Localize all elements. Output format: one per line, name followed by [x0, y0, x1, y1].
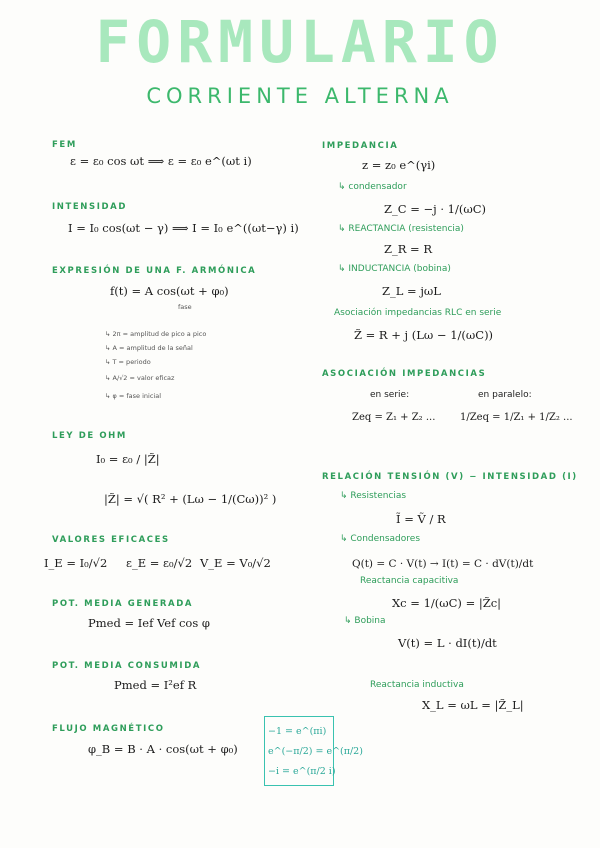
consumida-heading: POT. MEDIA CONSUMIDA — [52, 661, 202, 671]
flujo-formula: φ_B = B · A · cos(ωt + φ₀) — [88, 742, 238, 756]
ohm-formula-1: I₀ = ε₀ / |Z̃| — [96, 452, 160, 466]
impedancia-formula: z = z₀ e^(γi) — [362, 158, 436, 172]
armonica-formula: f(t) = A cos(ωt + φ₀) — [110, 284, 229, 298]
eficaces-formula-2: ε_E = ε₀/√2 — [126, 556, 193, 570]
page-title: FORMULARIO — [95, 8, 505, 76]
reactancia-capacitiva-label: Reactancia capacitiva — [360, 576, 459, 586]
eficaces-formula-3: V_E = V₀/√2 — [200, 556, 271, 570]
euler-line-3: −i = e^(π/2 i) — [268, 766, 336, 777]
asociacion-heading: ASOCIACIÓN IMPEDANCIAS — [322, 369, 487, 379]
condensador-label: ↳ condensador — [338, 182, 407, 192]
armonica-note-2: ↳ A = amplitud de la señal — [105, 344, 193, 352]
condensadores-label: ↳ Condensadores — [340, 534, 421, 544]
zl-formula: Z_L = jωL — [382, 284, 441, 298]
armonica-note-3: ↳ T = periodo — [105, 358, 151, 366]
paralelo-label: en paralelo: — [478, 390, 532, 400]
generada-formula: Pmed = Ief Vef cos φ — [88, 616, 210, 630]
rlc-label: Asociación impedancias RLC en serie — [334, 308, 502, 318]
zrlc-formula: Z̃ = R + j (Lω − 1/(ωC)) — [354, 328, 494, 342]
bobina-formula: V(t) = L · dI(t)/dt — [398, 636, 497, 650]
condensadores-formula: Q(t) = C · V(t) → I(t) = C · dV(t)/dt — [352, 558, 534, 570]
paralelo-formula: 1/Zeq = 1/Z₁ + 1/Z₂ ... — [460, 412, 573, 423]
intensidad-formula: I = I₀ cos(ωt − γ) ⟹ I = I₀ e^((ωt−γ) i) — [68, 221, 299, 235]
inductancia-label: ↳ INDUCTANCIA (bobina) — [338, 264, 451, 274]
serie-formula: Zeq = Z₁ + Z₂ ... — [352, 412, 436, 423]
zc-formula: Z_C = −j · 1/(ωC) — [384, 202, 486, 216]
resistencias-label: ↳ Resistencias — [340, 491, 407, 501]
armonica-heading: EXPRESIÓN DE UNA F. ARMÓNICA — [52, 266, 257, 276]
serie-label: en serie: — [370, 390, 410, 400]
generada-heading: POT. MEDIA GENERADA — [52, 599, 194, 609]
page-subtitle: CORRIENTE ALTERNA — [146, 84, 454, 108]
flujo-heading: FLUJO MAGNÉTICO — [52, 724, 165, 734]
reactancia-inductiva-label: Reactancia inductiva — [370, 680, 464, 690]
reactancia-label: ↳ REACTANCIA (resistencia) — [338, 224, 464, 234]
euler-line-1: −1 = e^(πi) — [268, 726, 327, 737]
resistencias-formula: Ĩ = Ṽ / R — [396, 512, 446, 526]
armonica-fase-label: fase — [178, 303, 192, 311]
ohm-formula-2: |Z̃| = √( R² + (Lω − 1/(Cω))² ) — [104, 492, 277, 506]
relacion-heading: RELACIÓN TENSIÓN (V) − INTENSIDAD (I) — [322, 472, 578, 482]
bobina-label: ↳ Bobina — [344, 616, 386, 626]
ohm-heading: LEY DE OHM — [52, 431, 127, 441]
armonica-note-1: ↳ 2π = amplitud de pico a pico — [105, 330, 207, 338]
armonica-note-4: ↳ A/√2 = valor eficaz — [105, 374, 175, 382]
fem-heading: FEM — [52, 140, 77, 150]
armonica-note-5: ↳ φ = fase inicial — [105, 392, 162, 400]
xl-formula: X_L = ωL = |Z̃_L| — [422, 698, 524, 712]
euler-line-2: e^(−π/2) = e^(π/2) — [268, 746, 363, 757]
intensidad-heading: INTENSIDAD — [52, 202, 127, 212]
impedancia-heading: IMPEDANCIA — [322, 141, 399, 151]
fem-formula: ε = ε₀ cos ωt ⟹ ε = ε₀ e^(ωt i) — [70, 154, 252, 168]
zr-formula: Z_R = R — [384, 242, 433, 256]
eficaces-heading: VALORES EFICACES — [52, 535, 170, 545]
xc-formula: Xc = 1/(ωC) = |Z̃c| — [392, 596, 502, 610]
eficaces-formula-1: I_E = I₀/√2 — [44, 556, 108, 570]
consumida-formula: Pmed = I²ef R — [114, 678, 197, 692]
